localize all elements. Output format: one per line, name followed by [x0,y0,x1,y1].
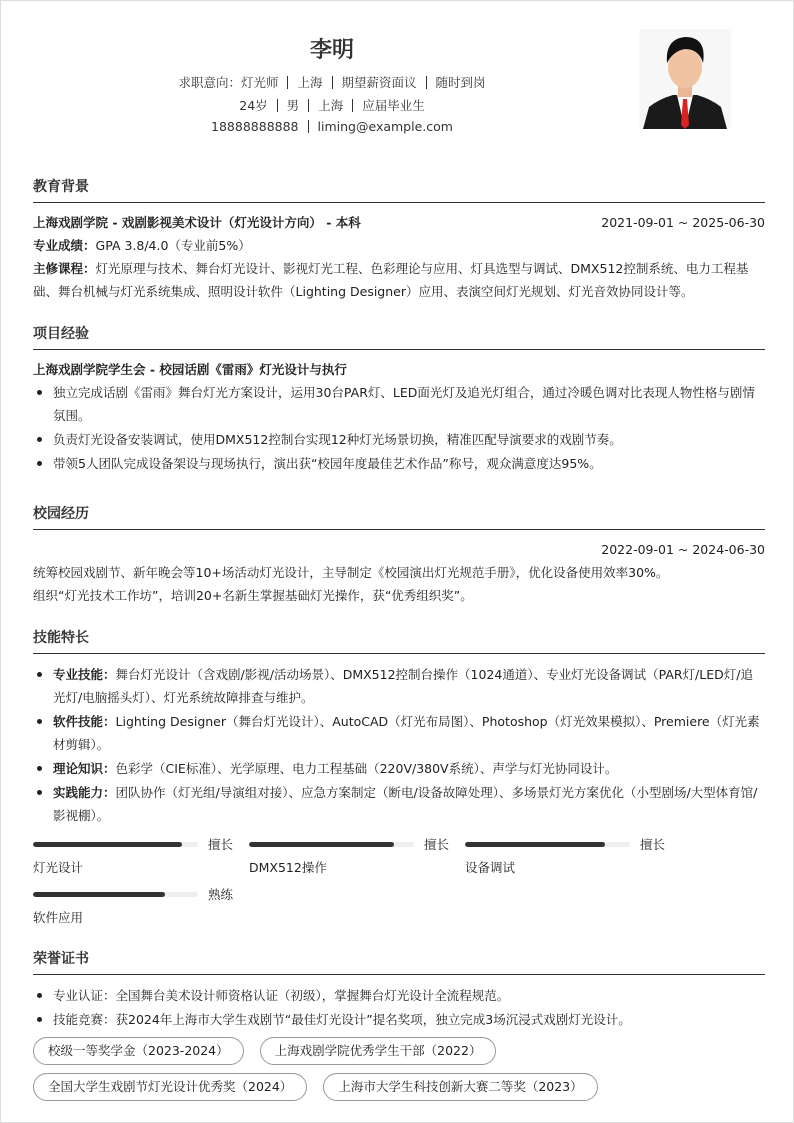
email: liming@example.com [317,119,453,134]
skill-name: 软件应用 [33,910,84,925]
info-item: 24岁 [239,98,268,113]
job-intent-line [1,73,663,91]
list-item: 专业技能：舞台灯光设计（含戏剧/影视/活动场景）、DMX512控制台操作（1024通道）、专业灯光设备调试（PAR灯/LED灯/追光灯/电脑摇头灯）、灯光系统故障排查与维护。 [33,663,765,709]
skill-bar [33,885,249,927]
info-item: 随时到岗 [435,75,486,90]
skill-bar-fill [33,892,165,897]
list-item: 独立完成话剧《雷雨》舞台灯光方案设计，运用30台PAR灯、LED面光灯及追光灯组合，通过冷暖色调对比表现人物性格与剧情氛围。 [33,381,765,427]
campus-line: 统筹校园戏剧节、新年晚会等10+场活动灯光设计，主导制定《校园演出灯光规范手册》，优化设备使用效率30%。 [33,565,669,580]
contact-line [1,119,663,134]
project-section [33,323,765,476]
skill-bar-fill [33,842,182,847]
info-item: 应届毕业生 [362,98,425,113]
list-item: 负责灯光设备安装调试，使用DMX512控制台实现12种灯光场景切换，精准匹配导演要求的戏剧节奏。 [33,428,765,451]
section-title: 教育背景 [33,176,765,203]
skill-name: DMX512操作 [249,860,327,875]
honor-tag: 全国大学生戏剧节灯光设计优秀奖（2024） [33,1073,307,1101]
list-item: 软件技能：Lighting Designer（舞台灯光设计）、AutoCAD（灯光布局图）、Photoshop（灯光效果模拟）、Premiere（灯光素材剪辑）。 [33,710,765,756]
section-title: 荣誉证书 [33,948,765,975]
section-title: 校园经历 [33,503,765,530]
personal-info-line [1,96,663,114]
skill-name: 设备调试 [465,860,516,875]
skill-name: 灯光设计 [33,860,84,875]
list-item: 技能竞赛：获2024年上海市大学生戏剧节“最佳灯光设计”提名奖项，独立完成3场沉浸式戏剧灯光设计。 [33,1008,765,1031]
skill-bar-track [465,842,630,847]
skill-bar [249,835,465,877]
skill-level: 擅长 [424,837,450,852]
honors-section [33,948,765,1101]
list-item: 理论知识：色彩学（CIE标准）、光学原理、电力工程基础（220V/380V系统）、声学与灯光协同设计。 [33,757,765,780]
list-item: 专业认证：全国舞台美术设计师资格认证（初级），掌握舞台灯光设计全流程规范。 [33,984,765,1007]
skill-bar-fill [249,842,394,847]
skill-bar-track [33,892,198,897]
list-item: 实践能力：团队协作（灯光组/导演组对接）、应急方案制定（断电/设备故障处理）、多场景灯光方案优化（小型剧场/大型体育馆/影视棚）。 [33,781,765,827]
school: 上海戏剧学院 - 戏剧影视美术设计（灯光设计方向） - 本科 [33,215,361,230]
info-item: 上海 [318,98,344,113]
education-section [33,176,765,303]
skill-bar [465,835,681,877]
date-range: 2021-09-01 ~ 2025-06-30 [601,215,765,230]
skill-bar-track [249,842,414,847]
profile-photo [639,29,731,129]
info-item: 男 [286,98,300,113]
courses: 主修课程：灯光原理与技术、舞台灯光设计、影视灯光工程、色彩理论与应用、灯具选型与调试、DMX512控制系统、电力工程基础、舞台机械与灯光系统集成、照明设计软件（Lighting Designer）应用、表演空间灯光规划、灯光音效协同设计等。 [33,261,749,299]
skill-bar [33,835,249,877]
campus-line: 组织“灯光技术工作坊”，培训20+名新生掌握基础灯光操作，获“优秀组织奖”。 [33,588,473,603]
phone: 18888888888 [211,119,299,134]
info-item: 求职意向：灯光师 [178,75,279,90]
project-name: 上海戏剧学院学生会 - 校园话剧《雷雨》灯光设计与执行 [33,362,347,377]
skill-bar-fill [465,842,605,847]
list-item: 带领5人团队完成设备架设与现场执行，演出获“校园年度最佳艺术作品”称号，观众满意度达95%。 [33,452,765,475]
date-range: 2022-09-01 ~ 2024-06-30 [601,542,765,557]
skills-section [33,627,765,935]
honor-tag: 校级一等奖学金（2023-2024） [33,1037,244,1065]
info-item: 上海 [297,75,323,90]
skill-level: 熟练 [208,887,234,902]
skill-level: 擅长 [208,837,234,852]
skill-bars [33,835,765,935]
gpa: 专业成绩：GPA 3.8/4.0（专业前5%） [33,238,251,253]
section-title: 技能特长 [33,627,765,654]
section-title: 项目经验 [33,323,765,350]
candidate-name: 李明 [309,38,354,63]
skill-level: 擅长 [640,837,666,852]
info-item: 期望薪资面议 [341,75,417,90]
honor-tag: 上海戏剧学院优秀学生干部（2022） [260,1037,497,1065]
honor-tag: 上海市大学生科技创新大赛二等奖（2023） [323,1073,597,1101]
skill-bar-track [33,842,198,847]
campus-section [33,503,765,607]
